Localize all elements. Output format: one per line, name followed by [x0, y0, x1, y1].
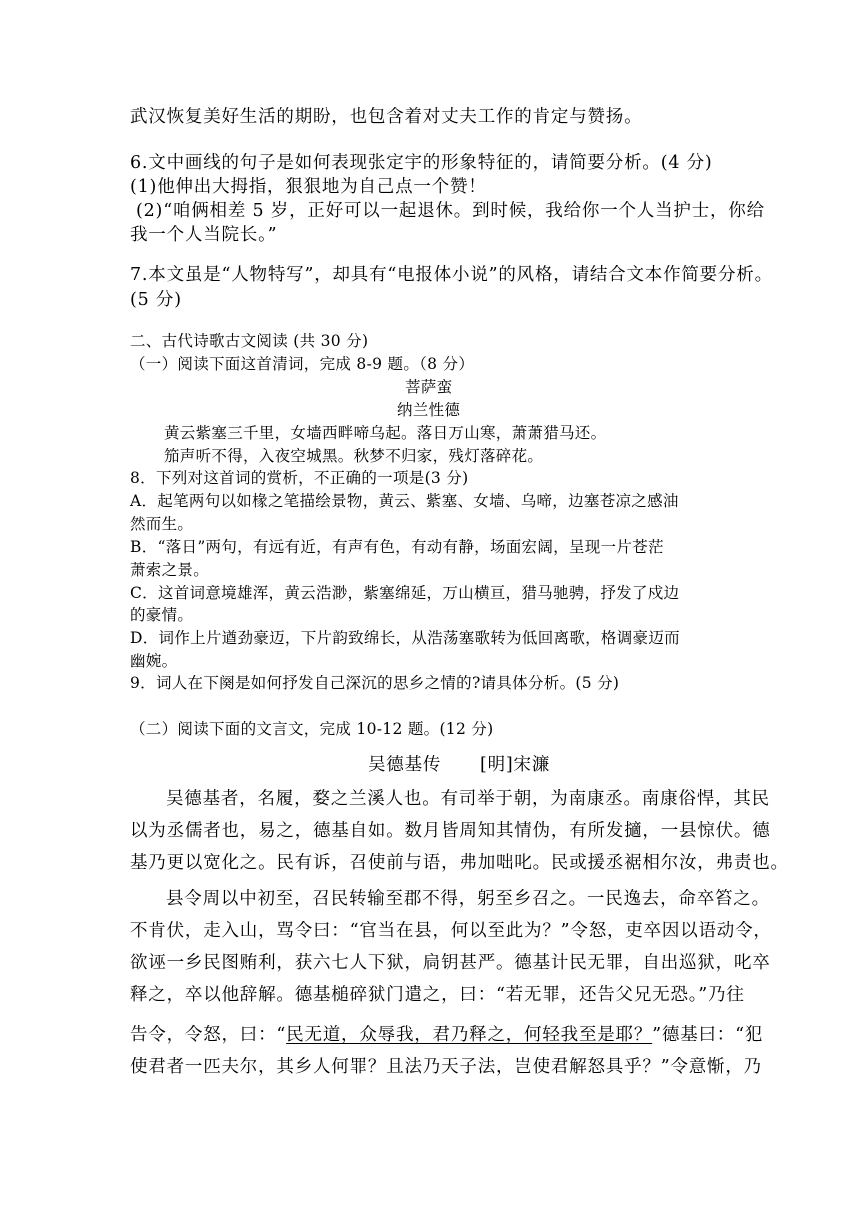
q7-question-line-1: 7.本文虽是“人物特写”，却具有“电报体小说”的风格，请结合文本作简要分析。 — [130, 265, 773, 285]
q6-item-2-line-1: (2)“咱俩相差 5 岁，正好可以一起退休。到时候，我给你一个人当护士，你给 — [136, 201, 765, 221]
q6-item-2-line-2: 我一个人当院长。” — [130, 225, 278, 245]
q6-question: 6.文中画线的句子是如何表现张定宇的形象特征的，请简要分析。(4 分) — [130, 153, 713, 173]
q8-option-d-line-2: 幽婉。 — [130, 652, 178, 670]
part-1-intro: （一）阅读下面这首清词，完成 8-9 题。（8 分） — [130, 355, 475, 373]
prose-p2-line-3: 欲诬一乡民图贿利，获六七人下狱，扃钥甚严。德基计民无罪，自出巡狱，叱卒 — [130, 953, 771, 973]
q9-question: 9．词人在下阕是如何抒发自己深沉的思乡之情的?请具体分析。(5 分) — [130, 674, 620, 692]
q5-tail-text: 武汉恢复美好生活的期盼，也包含着对丈夫工作的肯定与赞扬。 — [130, 107, 643, 127]
prose-p2-line-4: 释之，卒以他辞解。德基槌碎狱门遣之，曰：“若无罪，还告父兄无恐。”乃往 — [130, 985, 745, 1005]
prose-text-before-quote: 告令，令怒，曰：“ — [130, 1025, 287, 1045]
prose-p1-line-2: 以为丞儒者也，易之，德基自如。数月皆周知其情伪，有所发擿，一县惊伏。德 — [130, 821, 771, 841]
section-2-heading: 二、古代诗歌古文阅读 (共 30 分) — [130, 332, 369, 350]
q6-item-1: (1)他伸出大拇指，狠狠地为自己点一个赞！ — [130, 177, 487, 197]
poem-title: 菩萨蛮 — [405, 378, 453, 396]
prose-p1-line-1: 吴德基者，名履，婺之兰溪人也。有司举于朝，为南康丞。南康俗悍，其民 — [166, 789, 770, 809]
q8-stem: 8．下列对这首词的赏析，不正确的一项是(3 分) — [130, 469, 469, 487]
q8-option-b-line-2: 萧索之景。 — [130, 561, 210, 579]
q8-option-c-line-2: 的豪情。 — [130, 606, 194, 624]
prose-p1-line-3: 基乃更以宽化之。民有诉，召使前与语，弗加咄叱。民或援丞裾相尔汝，弗责也。 — [130, 853, 789, 873]
prose-p2-line-1: 县令周以中初至，召民转输至郡不得，躬至乡召之。一民逸去，命卒笞之。 — [166, 889, 770, 909]
q8-option-b-line-1: B．“落日”两句，有远有近，有声有色，有动有静，场面宏阔，呈现一片苍茫 — [130, 538, 664, 556]
prose-title: 吴德基传 — [368, 755, 442, 775]
part-2-intro: （二）阅读下面的文言文，完成 10-12 题。(12 分) — [130, 720, 494, 738]
q8-option-a-line-2: 然而生。 — [130, 515, 194, 533]
prose-p2-line-2: 不肯伏，走入山，骂令曰：“官当在县，何以至此为？”令怒，吏卒因以语动令， — [130, 921, 772, 941]
poem-line-2: 笳声听不得，入夜空城黑。秋梦不归家，残灯落碎花。 — [164, 447, 544, 465]
poem-author: 纳兰性德 — [397, 401, 461, 419]
underlined-sentence: 民无道，众辱我，君乃释之，何轻我至是耶？ — [286, 1025, 653, 1045]
q8-option-a-line-1: A．起笔两句以如椽之笔描绘景物，黄云、紫塞、女墙、乌啼，边塞苍凉之感油 — [130, 492, 679, 510]
prose-p2-line-6: 使君者一匹夫尔，其乡人何罪？且法乃天子法，岂使君解怒具乎？”令意惭，乃 — [130, 1057, 762, 1077]
prose-p2-line-5 — [130, 1022, 763, 1048]
poem-line-1: 黄云紫塞三千里，女墙西畔啼乌起。落日万山寒，萧萧猎马还。 — [164, 424, 607, 442]
q8-option-d-line-1: D．词作上片遒劲豪迈，下片韵致绵长，从浩荡塞歌转为低回离歌，格调豪迈而 — [130, 629, 680, 647]
q7-question-line-2: (5 分) — [130, 290, 182, 310]
prose-author: [明]宋濂 — [480, 755, 551, 775]
q8-option-c-line-1: C．这首词意境雄浑，黄云浩渺，紫塞绵延，万山横亘，猎马驰骋，抒发了戍边 — [130, 584, 680, 602]
prose-text-after-quote: ”德基曰：“犯 — [652, 1025, 764, 1045]
